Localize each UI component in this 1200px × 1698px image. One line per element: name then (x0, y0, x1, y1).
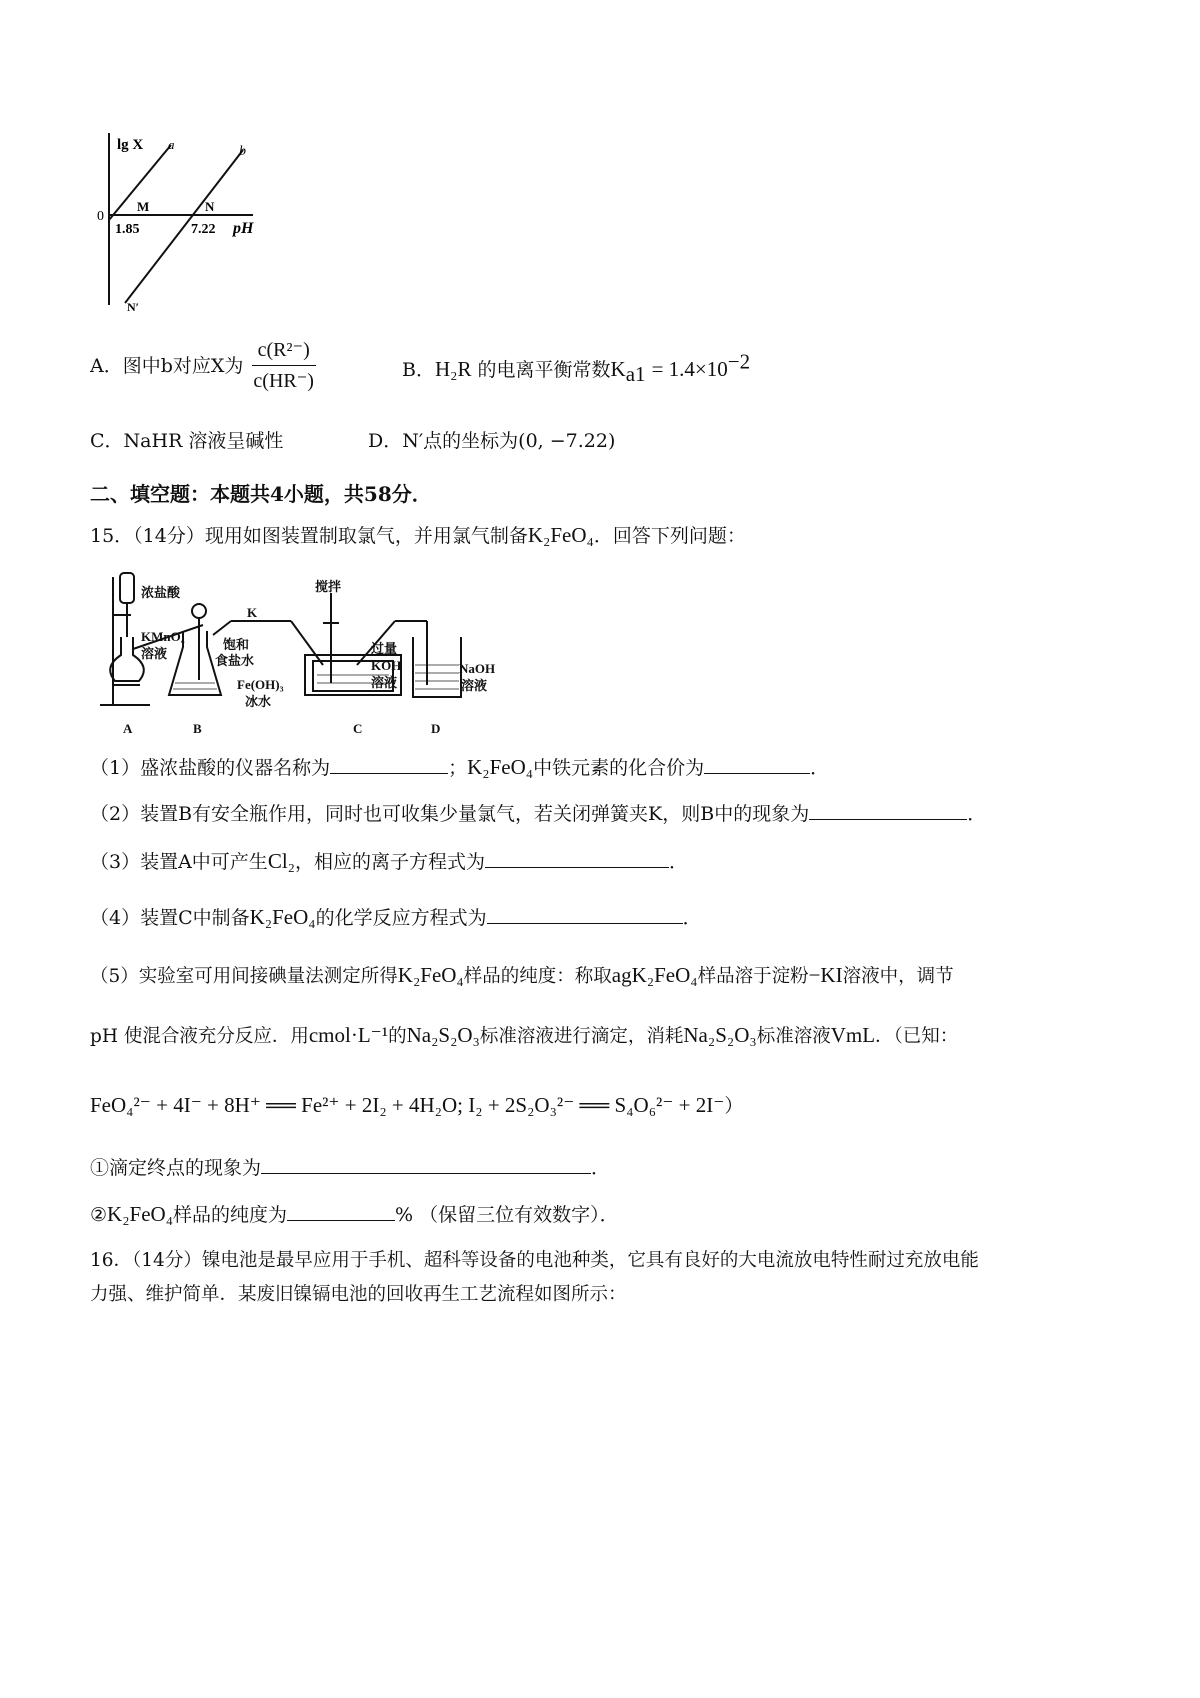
option-c (90, 428, 283, 454)
label-ice-water: 冰水 (245, 694, 272, 709)
answer-blank-1a[interactable] (330, 755, 448, 774)
reaction-equation (90, 1092, 743, 1119)
answer-blank-4[interactable] (487, 905, 683, 924)
label-koh: KOH (371, 658, 402, 673)
label-c: C (353, 721, 363, 736)
option-b-species: H₂R (434, 357, 472, 381)
q15-part2 (90, 801, 986, 827)
label-kmno4-solution: 溶液 (141, 646, 168, 661)
origin-label: 0 (97, 209, 104, 224)
option-b-sub: a1 (625, 361, 646, 386)
q15-part1-text: （1）盛浓盐酸的仪器名称为 (90, 757, 331, 779)
q15-part5-line2-text4: 标准溶液 (756, 1026, 831, 1047)
option-c-prefix: C． (90, 430, 124, 452)
q15-part1-formula: K₂FeO₄ (467, 755, 534, 779)
q15-part5-line2-formula2: Na₂S₂O₃ (406, 1023, 480, 1047)
label-excess: 过量 (371, 641, 398, 656)
answer-blank-1b[interactable] (704, 755, 810, 774)
option-b-formula: K (610, 357, 626, 381)
point-n-prime-label: N′ (127, 300, 140, 314)
label-kmno4: KMnO₄ (141, 629, 185, 644)
q15-part5-line2-formula1: cmol·L⁻¹ (308, 1023, 389, 1047)
equation-end: ） (724, 1095, 744, 1117)
q15-sub2-end: % （保留三位有效数字）． (395, 1204, 619, 1226)
option-d-prefix: D． (368, 430, 403, 452)
label-brine: 食盐水 (215, 653, 255, 668)
q15-intro-text: 15．（14分）现用如图装置制取氯气，并用氯气制备 (90, 525, 528, 547)
q15-part4-formula: K₂FeO₄ (249, 905, 316, 929)
q15-sub2-formula: K₂FeO₄ (107, 1202, 174, 1226)
q15-part5-line2-formula3: Na₂S₂O₃ (683, 1023, 757, 1047)
point-n-label: N (205, 199, 215, 214)
q15-part2-text: （2）装置B有安全瓶作用，同时也可收集少量氯气，若关闭弹簧夹K，则B中的现象为 (90, 803, 810, 825)
option-d (368, 428, 615, 454)
apparatus-diagram (95, 565, 515, 740)
q15-part5-text1: （5）实验室可用间接碘量法测定所得 (90, 966, 398, 987)
label-naoh: NaOH (459, 661, 496, 676)
q16-line1: 16．（14分）镍电池是最早应用于手机、超科等设备的电池种类，它具有良好的大电流放电特性耐过充放电能 (90, 1250, 979, 1271)
q15-part5-line2-text3: 标准溶液进行滴定，消耗 (479, 1026, 684, 1047)
tick-m-value: 1.85 (115, 222, 140, 237)
option-b-exp: −2 (727, 349, 751, 374)
q15-part4-end: ． (682, 907, 702, 929)
q15-part5-line2-text2: 的 (388, 1026, 407, 1047)
q15-part5-text3: 样品溶于淀粉 (697, 966, 809, 987)
option-b-prefix: B． (402, 359, 435, 381)
lgx-ph-graph (95, 125, 295, 320)
label-koh-solution: 溶液 (371, 675, 398, 690)
q15-intro-formula: K₂FeO₄ (527, 523, 594, 547)
line-b-label: b (239, 144, 246, 159)
q15-part1 (90, 754, 829, 781)
q15-part5-text2: 样品的纯度：称取 (463, 966, 612, 987)
option-b-text: 的电离平衡常数 (477, 359, 611, 381)
label-saturated: 饱和 (223, 637, 250, 652)
option-b (402, 349, 751, 386)
answer-blank-3[interactable] (485, 849, 669, 868)
answer-blank-5a[interactable] (261, 1155, 591, 1174)
option-a-fraction (247, 337, 320, 394)
y-axis-label: lg X (117, 137, 144, 153)
option-b-value: = 1.4×10 (651, 357, 728, 381)
q15-part3 (90, 848, 688, 875)
q15-sub2-marker: ② (90, 1204, 108, 1226)
fraction-numerator: c(R²⁻) (252, 337, 316, 366)
q15-sub2 (90, 1201, 619, 1228)
option-d-text: N′点的坐标为(0, −7.22) (402, 430, 616, 452)
q15-intro (90, 522, 746, 549)
q15-part5-line2-text5: ．（已知： (875, 1026, 959, 1047)
q15-sub1-text: ①滴定终点的现象为 (90, 1157, 262, 1179)
q15-part5-formula2: agK₂FeO₄ (611, 963, 698, 987)
q15-part4-text: （4）装置C中制备 (90, 907, 250, 929)
q15-part1-text2: 中铁元素的化合价为 (533, 757, 705, 779)
x-axis-label: pH (233, 220, 254, 237)
q15-part3-formula: Cl₂ (267, 849, 295, 873)
tick-n-value: 7.22 (191, 222, 216, 237)
answer-blank-2[interactable] (809, 801, 967, 820)
q15-part1-end: ． (810, 757, 830, 779)
label-conc-hcl: 浓盐酸 (141, 585, 181, 600)
label-valve-k: K (247, 605, 258, 620)
q15-sub1-end: ． (591, 1157, 611, 1179)
q15-part4-text2: 的化学反应方程式为 (315, 907, 487, 929)
q15-intro-end: ．回答下列问题： (593, 525, 746, 547)
section-title: 二、填空题：本题共4小题，共58分． (90, 482, 432, 506)
label-d: D (431, 721, 441, 736)
fraction-denominator: c(HR⁻) (253, 370, 314, 392)
option-c-text: NaHR 溶液呈碱性 (123, 430, 284, 452)
q15-part5-formula1: K₂FeO₄ (397, 963, 464, 987)
q16-line2: 力强、维护简单．某废旧镍镉电池的回收再生工艺流程如图所示： (90, 1284, 627, 1305)
option-a (90, 337, 324, 394)
q15-part3-text: （3）装置A中可产生 (90, 851, 268, 873)
q15-part2-end: ． (967, 803, 987, 825)
q15-part5-line1 (90, 962, 954, 990)
label-b: B (193, 721, 202, 736)
q15-part5-formula3: −KI (808, 963, 843, 987)
label-stir: 搅拌 (315, 579, 342, 594)
q15-part1-sep: ； (448, 757, 468, 779)
q15-part5-line2-formula4: VmL (830, 1023, 876, 1047)
q15-part3-text2: ，相应的离子方程式为 (294, 851, 485, 873)
point-m-label: M (137, 199, 150, 214)
label-a: A (123, 721, 133, 736)
answer-blank-5b[interactable] (287, 1202, 395, 1221)
label-fe-oh: Fe(OH)₃ (237, 677, 284, 692)
equation-text: FeO₄²⁻ + 4I⁻ + 8H⁺ ══ Fe²⁺ + 2I₂ + 4H₂O; I₂ + 2S₂O₃²⁻ ══ S₄O₆²⁻ + 2I⁻ (90, 1093, 725, 1117)
q15-part4 (90, 904, 702, 931)
q15-part5-line2 (90, 1022, 958, 1050)
q15-part3-end: ． (669, 851, 689, 873)
option-a-text: A．图中b对应X为 (90, 354, 244, 377)
line-b (125, 150, 243, 303)
label-naoh-solution: 溶液 (461, 678, 488, 693)
q15-part5-line2-text1: pH 使混合液充分反应．用 (90, 1026, 309, 1047)
q15-sub1 (90, 1155, 610, 1181)
q15-sub2-text: 样品的纯度为 (173, 1204, 288, 1226)
q15-part5-text4: 溶液中，调节 (842, 966, 954, 987)
line-a-label: a (168, 137, 175, 152)
